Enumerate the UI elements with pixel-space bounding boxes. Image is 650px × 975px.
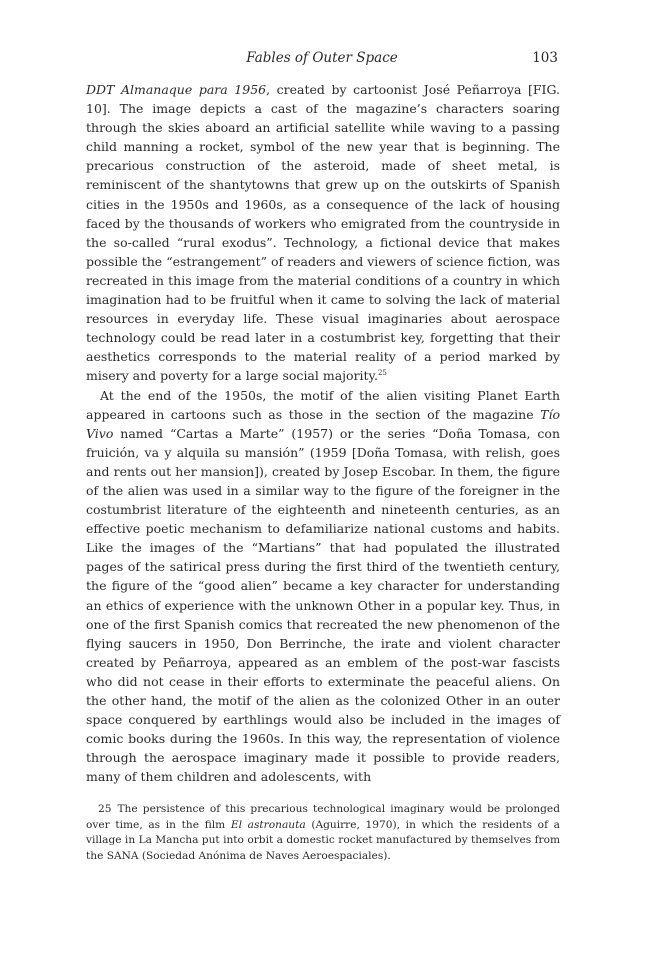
paragraph-2-text-start: At the end of the 1950s, the motif of the alien visiting Planet Earth appeared in cartoons such as those in the section of the magazine [86, 387, 560, 422]
body-text [86, 80, 560, 786]
footnote-text-end: (Aguirre, 1970), in which the residents of a village in La Mancha put into orbit a domestic rocket manufactured by themselves from the SANA (Sociedad Anónima de Naves Aeroespaciales). [86, 818, 560, 862]
paragraph-1 [86, 80, 560, 386]
footnote-number: 25 [98, 803, 112, 815]
paragraph-1-text: , created by cartoonist José Peñarroya [FIG. 10]. The image depicts a cast of the magazine’s characters soaring through the skies aboard an artificial satellite while waving to a passing child manning a rocket, symbol of the new year that is beginning. The precarious construction of the asteroid, made of sheet metal, is reminiscent of the shantytowns that grew up on the outskirts of Spanish cities in the 1950s and 1960s, as a consequence of the lack of housing faced by the thousands of workers who emigrated from the countryside in the so-called “rural exodus”. Technology, a fictional device that makes possible the “estrangement” of readers and viewers of science fiction, was recreated in this image from the material conditions of a country in which imagination had to be fruitful when it came to solving the lack of material resources in everyday life. These visual imaginaries about aerospace technology could be read later in a costumbrist key, forgetting that their aesthetics corresponds to the material reality of a period marked by misery and poverty for a large social majority. [86, 82, 560, 384]
running-title: Fables of Outer Space [246, 50, 398, 66]
film-title: El astronauta [230, 818, 306, 831]
footnote-reference[interactable]: 25 [377, 369, 387, 378]
magazine-title: Tío Vivo [86, 406, 560, 441]
footnote-text-start: The persistence of this precarious technological imaginary would be prolonged over time, as in the film [86, 803, 560, 831]
page-number: 103 [532, 50, 558, 66]
publication-title: DDT Almanaque para 1956 [86, 82, 267, 97]
running-head [86, 50, 558, 68]
paragraph-2-text-end: named “Cartas a Marte” (1957) or the series “Doña Tomasa, con fruición, va y alquila su mansión” (1959 [Doña Tomasa, with relish, goes and rents out her mansion]), created by Josep Escobar. In them, the figure of the alien was used in a similar way to the figure of the foreigner in the costumbrist literature of the eighteenth and nineteenth centuries, as an effective poetic mechanism to defamiliarize national customs and habits. Like the images of the “Martians” that had populated the illustrated pages of the satirical press during the first third of the twentieth century, the figure of the “good alien” became a key character for understanding an ethics of experience with the unknown Other in a popular key. Thus, in one of the first Spanish comics that recreated the new phenomenon of the flying saucers in 1950, Don Berrinche, the irate and violent character created by Peñarroya, appeared as an emblem of the post-war fascists who did not cease in their efforts to exterminate the peaceful aliens. On the other hand, the motif of the alien as the colonized Other in an outer space conquered by earthlings would also be included in the images of comic books during the 1960s. In this way, the representation of violence through the aerospace imaginary made it possible to provide readers, many of them children and adolescents, with [86, 425, 560, 785]
paragraph-2 [86, 386, 560, 787]
footnotes [86, 802, 560, 864]
footnote-25 [86, 802, 560, 864]
